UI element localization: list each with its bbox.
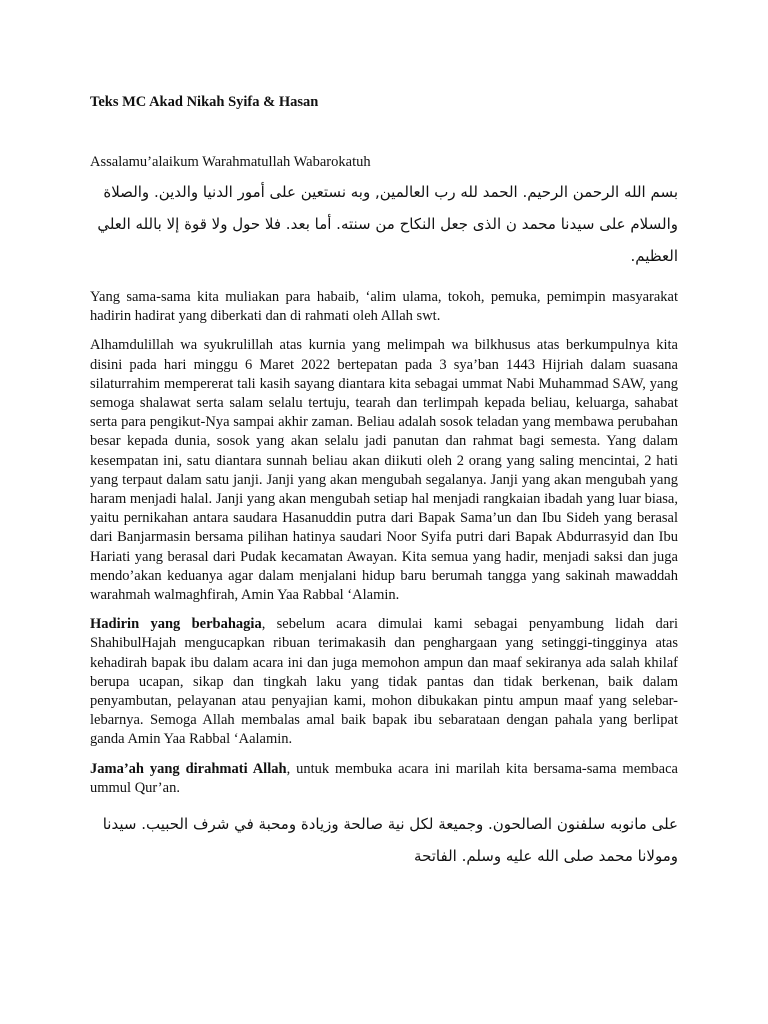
document-title: Teks MC Akad Nikah Syifa & Hasan	[90, 94, 319, 110]
paragraph-invitation-text: , untuk membuka acara ini marilah kita bersama-sama membaca ummul Qur’an.	[90, 760, 678, 796]
paragraph-opening-address: Yang sama-sama kita muliakan para habaib, ‘alim ulama, tokoh, pemuka, pemimpin masyarakat hadirin hadirat yang diberkati dan di rahmati oleh Allah swt.	[90, 289, 678, 325]
paragraph-invitation	[90, 760, 678, 798]
arabic-opening-text: بسم الله الرحمن الرحيم. الحمد لله رب العالمين, وبه نستعين على أمور الدنيا والدين. والصلاة والسلام على سيدنا محمد ن الذى جعل النكاح من سنته. أما بعد. فلا حول ولا قوة إلا بالله العلي العظيم.	[97, 183, 678, 265]
arabic-closing-text: على مانوبه سلفنون الصالحون. وجميعة لكل نية صالحة وزيادة ومحبة في شرف الحبيب. سيدنا ومولانا محمد صلى الله عليه وسلم. الفاتحة	[102, 815, 678, 866]
document-page	[90, 92, 678, 866]
paragraph-gratitude-text: , sebelum acara dimulai kami sebagai penyambung lidah dari ShahibulHajah mengucapkan ribuan terimakasih dan penghargaan yang setinggi-tingginya atas kehadirah bapak ibu dalam acara ini dan juga memohon ampun dan maaf sekiranya ada salah khilaf berupa ucapan, sikap dan tingkah laku yang tidak pantas dan tidak berkenan, baik dalam penyambutan, pelayanan atau penyajian kami, mohon dibukakan pintu ampun maaf yang selebar-lebarnya. Semoga Allah membalas amal baik bapak ibu sebarataan dengan pahala yang berlipat ganda Amin Yaa Rabbal ‘Aalamin.	[90, 616, 678, 748]
paragraph-main-announcement: Alhamdulillah wa syukrulillah atas kurnia yang melimpah wa bilkhusus atas berkumpulnya kita disini pada hari minggu 6 Maret 2022 bertepatan pada 3 sya’ban 1443 Hijriah dalam suasana silaturrahim mempererat tali kasih sayang diantara kita sebagai ummat Nabi Muhammad SAW, yang semoga shalawat serta salam selalu tertuju, tearah dan terlimpah kepada beliau, keluarga, sahabat serta para pengikut-Nya sampai akhir zaman. Beliau adalah sosok teladan yang membawa perubahan besar kepada dunia, sosok yang akan selalu jadi panutan dan rahmat bagi semesta. Yang dalam kesempatan ini, satu diantara sunnah beliau akan diikuti oleh 2 orang yang saling mencintai, 2 hati yang terpaut dalam satu janji. Janji yang akan mengubah segalanya. Janji yang akan mengubah yang haram menjadi halal. Janji yang akan mengubah setiap hal menjadi rangkaian ibadah yang luar biasa, yaitu pernikahan antara saudara Hasanuddin putra dari Bapak Sama’un dan Ibu Sideh yang berasal dari Banjarmasin bersama pilihan hatinya saudari Noor Syifa putri dari Bapak Abdurrasyid dan Ibu Hariati yang berasal dari Pudak kecamatan Awayan. Kita semua yang hadir, menjadi saksi dan juga mendo’akan keduanya agar dalam menjalani hidup baru berumah tangga yang sakinah mawaddah warahmah walmaghfirah, Amin Yaa Rabbal ‘Alamin.	[90, 337, 678, 604]
document-body	[90, 288, 678, 872]
paragraph-gratitude-heading: Hadirin yang berbahagia	[90, 616, 262, 633]
greeting-text: Assalamu’alaikum Warahmatullah Wabarokatuh	[90, 154, 371, 170]
paragraph-invitation-heading: Jama’ah yang dirahmati Allah	[90, 760, 287, 777]
paragraph-gratitude	[90, 615, 678, 749]
